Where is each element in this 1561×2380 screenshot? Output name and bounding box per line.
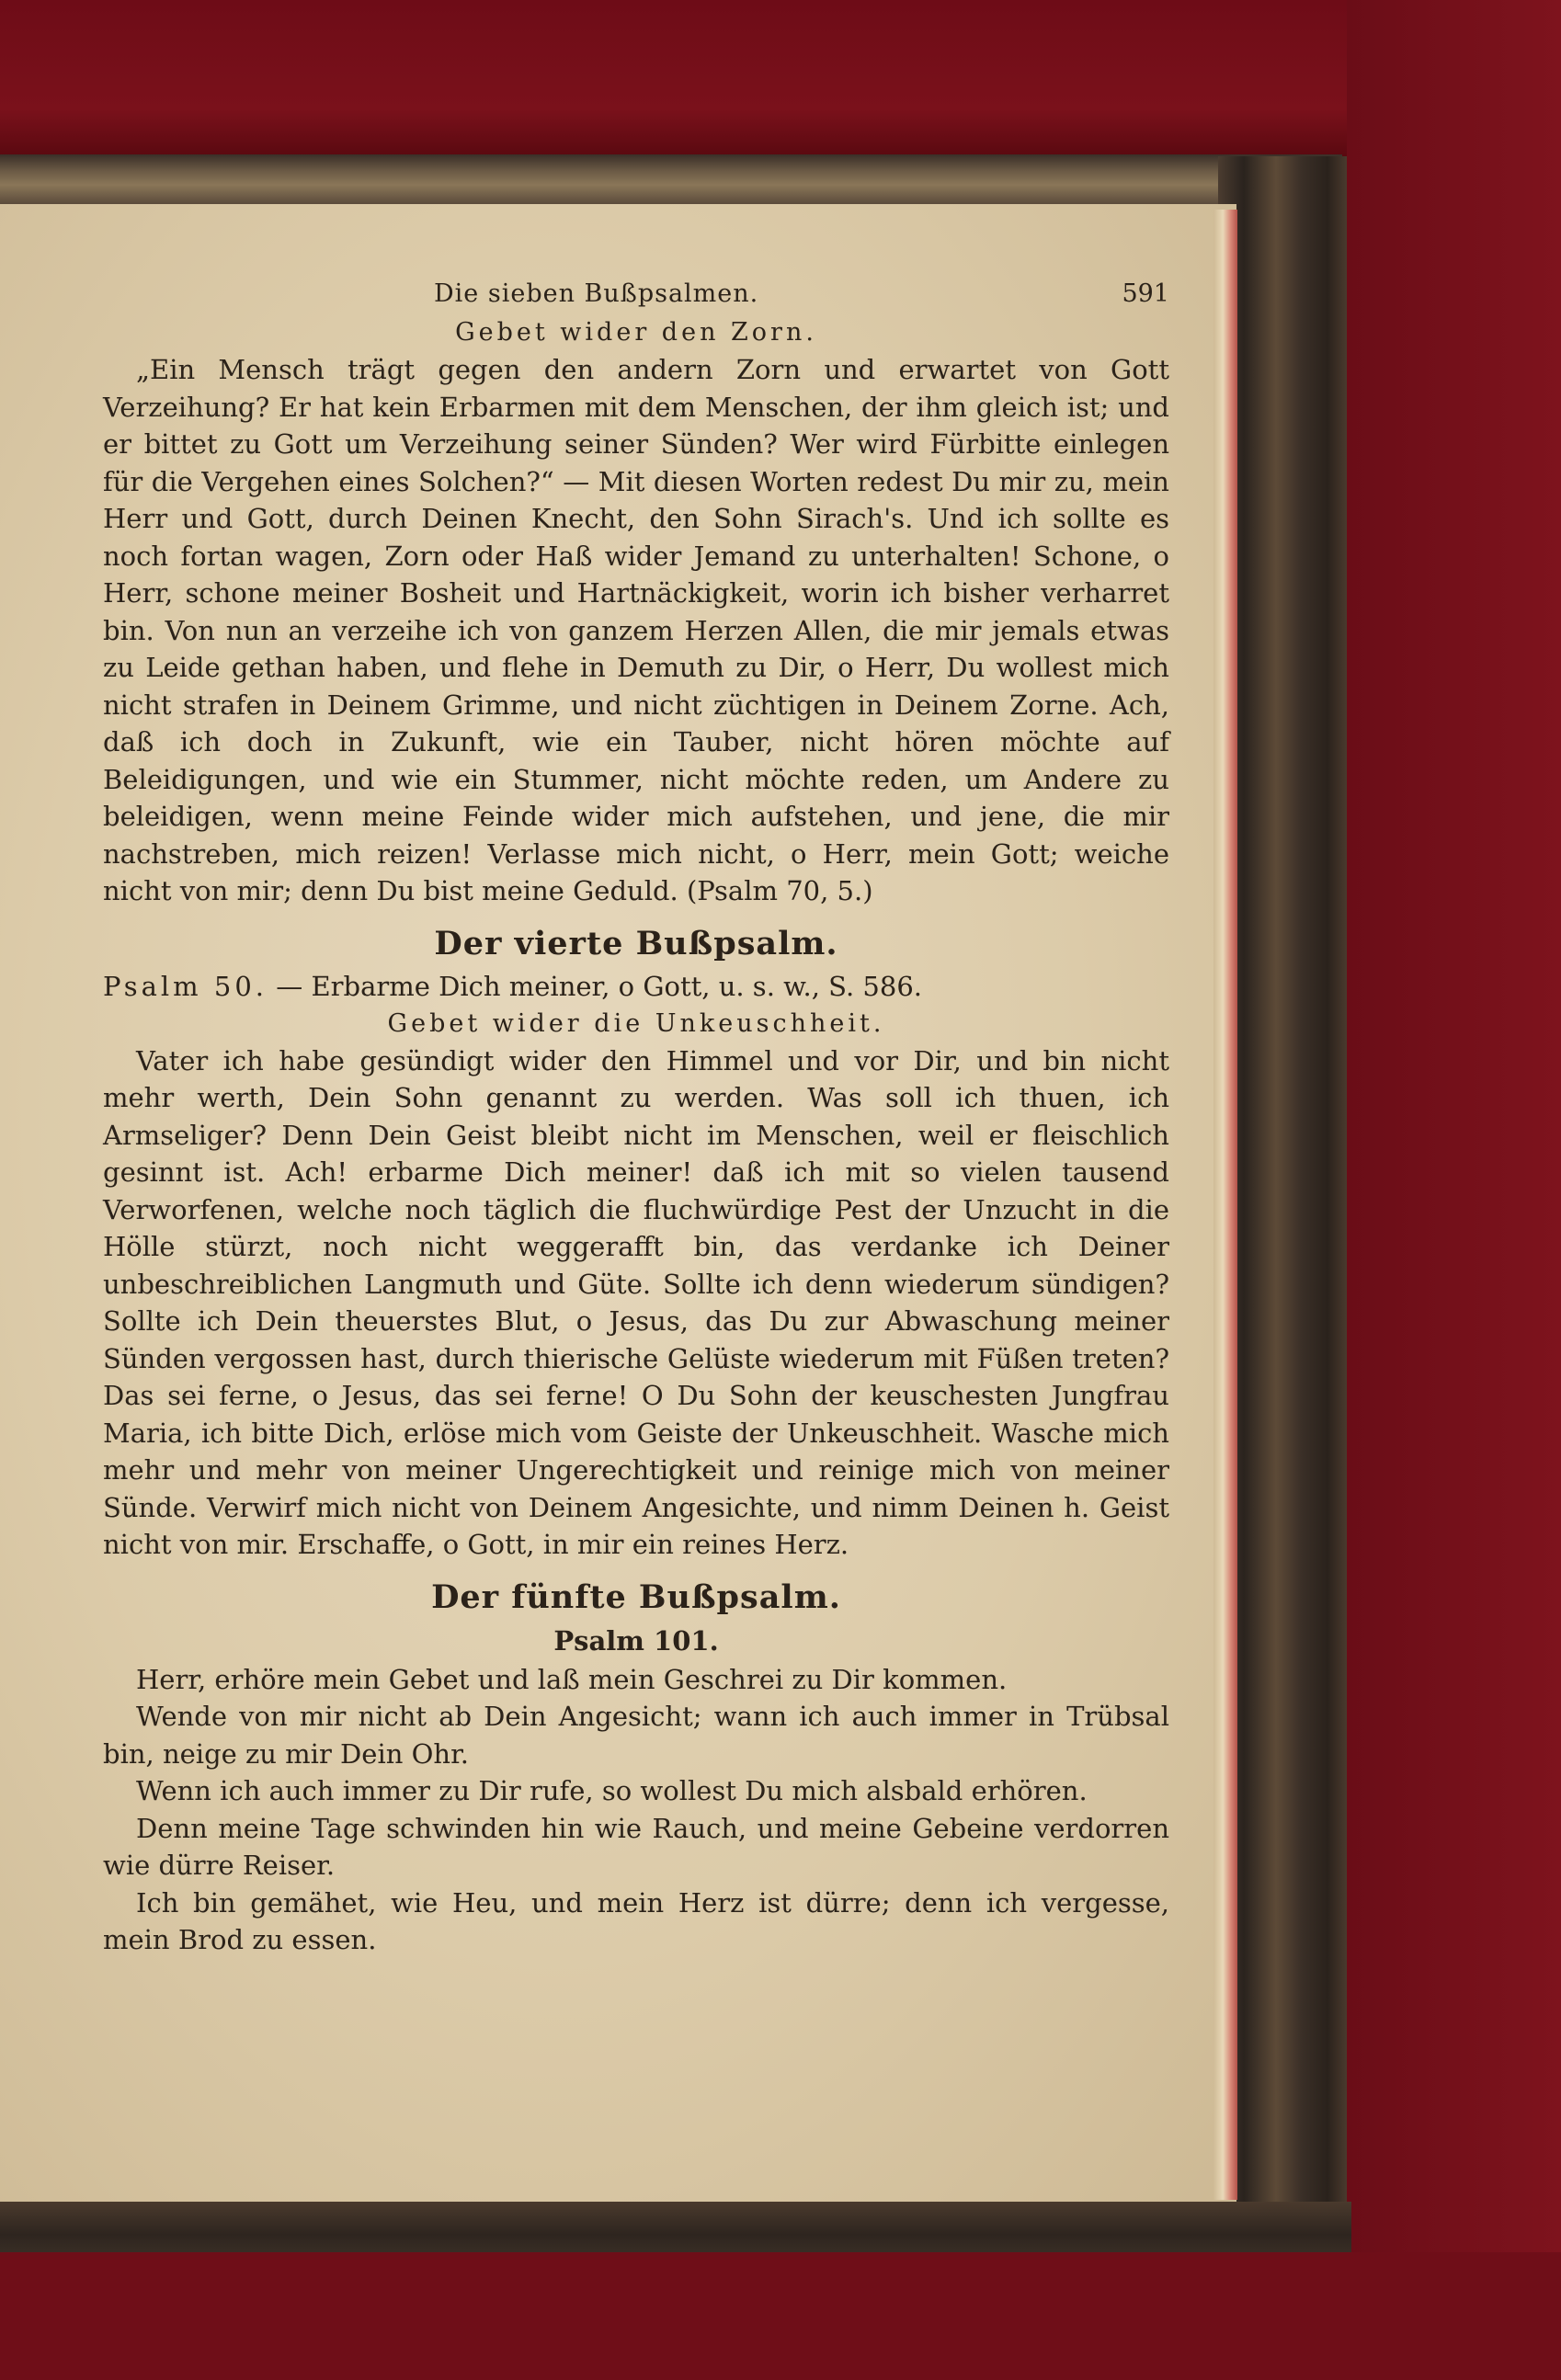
prayer-text-unchastity: Vater ich habe gesündigt wider den Himmel und vor Dir, und bin nicht mehr werth, Dein Sohn genannt zu werden. Was soll ich thuen, ich Armseliger? Denn Dein Geist bleibt nicht im Menschen, weil er fleischlich gesinnt ist. Ach! erbarme Dich meiner! daß ich mit so vielen tausend Verworfenen, welche noch täglich die fluchwürdige Pest der Unzucht in die Hölle stürzt, noch nicht weggerafft bin, das verdanke ich Deiner unbeschreiblichen Langmuth und Güte. Sollte ich denn wiederum sündigen? Sollte ich Dein theuerstes Blut, o Jesus, das Du zur Abwaschung meiner Sünden vergossen hast, durch thierische Gelüste wiederum mit Füßen treten? Das sei ferne, o Jesus, das sei ferne! O Du Sohn der keuschesten Jungfrau Maria, ich bitte Dich, erlöse mich vom Geiste der Unkeuschheit. Wasche mich mehr und mehr von meiner Ungerechtigkeit und reinige mich von meiner Sünde. Verwirf mich nicht von Deinem Angesichte, und nimm Deinen h. Geist nicht von mir. Erschaffe, o Gott, in mir ein reines Herz. [103,1044,1169,1560]
page-text [103,274,1169,1959]
background-right [1347,0,1561,2380]
section-title-fifth-psalm: Der fünfte Bußpsalm. [431,1577,841,1616]
running-title: Die sieben Bußpsalmen. [434,279,759,308]
page-number: 591 [1122,279,1169,308]
psalm-reference-label: Psalm 50. [103,970,268,1002]
background-top [0,0,1561,156]
running-head [434,274,1169,314]
psalm-verse: Ich bin gemähet, wie Heu, und mein Herz ist dürre; denn ich vergesse, mein Brod zu essen. [103,1886,1169,1955]
book-cover-top-edge [0,154,1342,210]
psalm-verse: Wenn ich auch immer zu Dir rufe, so wollest Du mich alsbald erhören. [136,1775,1088,1806]
psalm-reference [103,967,1169,1006]
background-bottom [0,2252,1561,2380]
section-title-fourth-psalm: Der vierte Bußpsalm. [434,924,838,962]
book-spine [1218,156,1347,2261]
psalm-reference-text: — Erbarme Dich meiner, o Gott, u. s. w., S. 586. [276,970,923,1002]
prayer-heading-unchastity: Gebet wider die Unkeuschheit. [387,1008,885,1038]
page-edge-red [1213,210,1237,2200]
psalm-verse: Herr, erhöre mein Gebet und laß mein Geschrei zu Dir kommen. [136,1663,1008,1695]
psalm-number: Psalm 101. [553,1624,719,1657]
prayer-heading-anger: Gebet wider den Zorn. [455,318,817,347]
book-cover-bottom-edge [0,2202,1351,2257]
psalm-verse: Denn meine Tage schwinden hin wie Rauch, und meine Gebeine verdorren wie dürre Reiser. [103,1812,1169,1881]
psalm-verse: Wende von mir nicht ab Dein Angesicht; wann ich auch immer in Trübsal bin, neige zu mir Dein Ohr. [103,1701,1169,1770]
prayer-text-anger: „Ein Mensch trägt gegen den andern Zorn und erwartet von Gott Verzeihung? Er hat kein Erbarmen mit dem Menschen, der ihm gleich ist; und er bittet zu Gott um Verzeihung seiner Sünden? Wer wird Fürbitte einlegen für die Vergehen eines Solchen?“ — Mit diesen Worten redest Du mir zu, mein Herr und Gott, durch Deinen Knecht, den Sohn Sirach's. Und ich sollte es noch fortan wagen, Zorn oder Haß wider Jemand zu unterhalten! Schone, o Herr, schone meiner Bosheit und Hartnäckigkeit, worin ich bisher verharret bin. Von nun an verzeihe ich von ganzem Herzen Allen, die mir jemals etwas zu Leide gethan haben, und flehe in Demuth zu Dir, o Herr, Du wollest mich nicht strafen in Deinem Grimme, und nicht züchtigen in Deinem Zorne. Ach, daß ich doch in Zukunft, wie ein Tauber, nicht hören möchte auf Beleidigungen, und wie ein Stummer, nicht möchte reden, um Andere zu beleidigen, wenn meine Feinde wider mich aufstehen, und jene, die mir nachstreben, mich reizen! Verlasse mich nicht, o Herr, mein Gott; weiche nicht von mir; denn Du bist meine Geduld. (Psalm 70, 5.) [103,354,1169,906]
